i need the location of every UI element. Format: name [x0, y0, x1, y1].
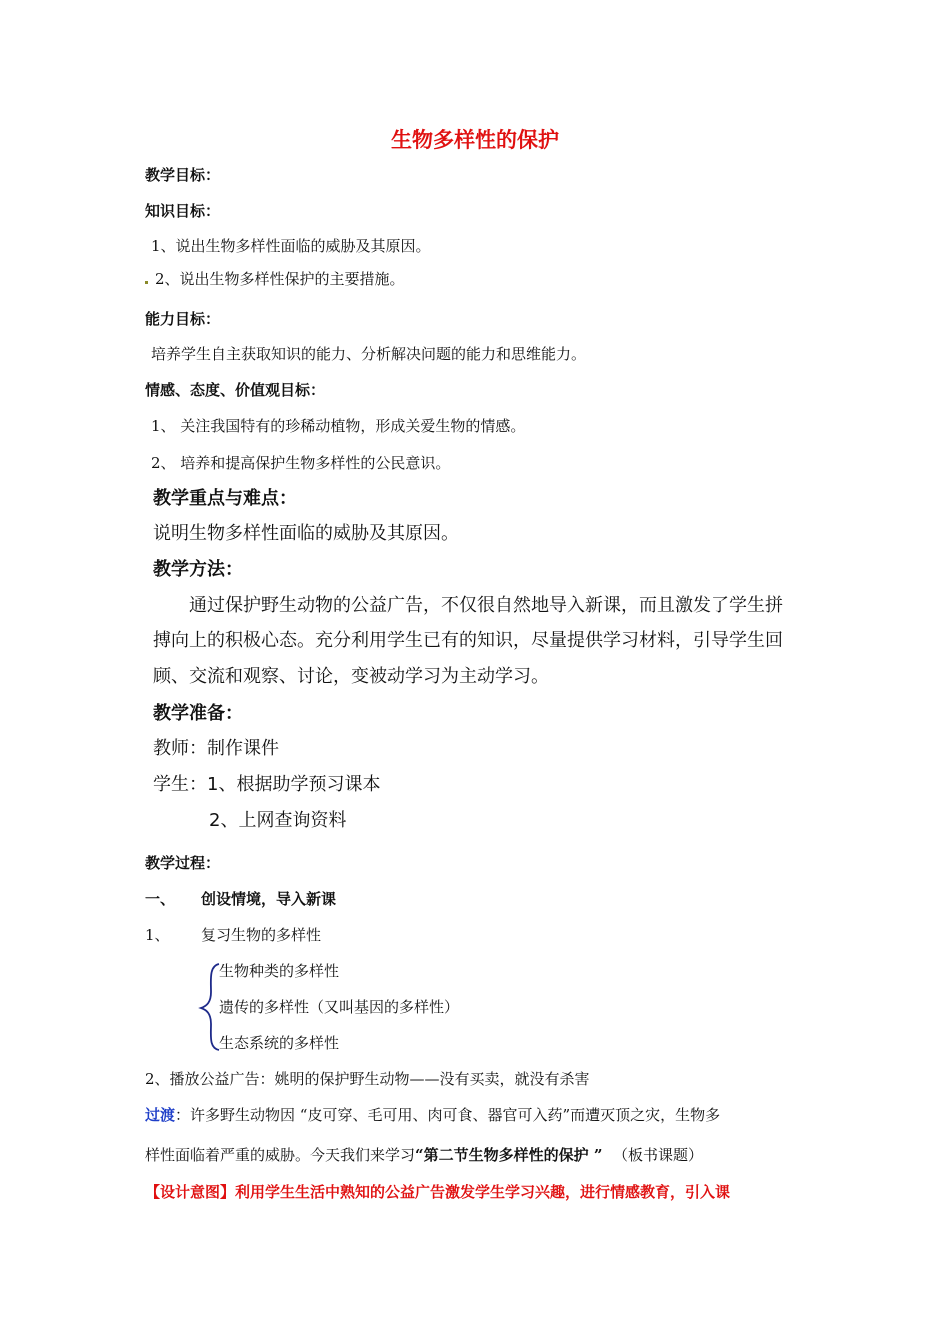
diversity-ecosystem: 生态系统的多样性: [219, 1034, 340, 1052]
item-1-title: 复习生物的多样性: [201, 926, 322, 944]
ability-objective: 培养学生自主获取知识的能力、分析解决问题的能力和思维能力。: [151, 345, 587, 363]
transition-text-1: ：许多野生动物因 “皮可穿、毛可用、肉可食、器官可入药”而遭灭顶之灾，生物多: [175, 1106, 721, 1124]
preparation-student-2: 2、上网查询资料: [209, 810, 347, 831]
key-points-heading: 教学重点与难点：: [153, 488, 297, 509]
method-line-1: 通过保护野生动物的公益广告，不仅很自然地导入新课，而且激发了学生拼: [189, 595, 783, 616]
diversity-genetic: 遗传的多样性（又叫基因的多样性）: [219, 998, 460, 1016]
knowledge-objective-2: 2、说出生物多样性保护的主要措施。: [155, 270, 405, 288]
ability-objectives-heading: 能力目标：: [145, 310, 221, 328]
preparation-heading: 教学准备：: [153, 703, 243, 724]
objectives-heading: 教学目标：: [145, 166, 221, 184]
bullet-dot: [145, 281, 148, 284]
transition-text-2a: 样性面临着严重的威胁。今天我们来学习: [145, 1146, 416, 1164]
transition-label: 过渡: [145, 1106, 176, 1124]
emotion-objective-1: 1、 关注我国特有的珍稀动植物，形成关爱生物的情感。: [151, 417, 526, 435]
lesson-title-reference: “第二节生物多样性的保护 ”: [415, 1146, 603, 1164]
process-heading: 教学过程：: [145, 854, 221, 872]
section-1-number: 一、: [145, 890, 176, 908]
transition-line-1: [145, 1104, 720, 1125]
design-intent: 【设计意图】利用学生生活中熟知的公益广告激发学生学习兴趣，进行情感教育，引入课: [145, 1183, 731, 1201]
transition-text-2c: （板书课题）: [620, 1146, 704, 1164]
section-1-title: 创设情境，导入新课: [201, 890, 337, 908]
item-2: 2、播放公益广告：姚明的保护野生动物——没有买卖，就没有杀害: [145, 1070, 590, 1088]
page-title: 生物多样性的保护: [391, 127, 559, 152]
method-line-2: 搏向上的积极心态。充分利用学生已有的知识，尽量提供学习材料，引导学生回: [153, 630, 783, 651]
preparation-student-1: 学生：1、根据助学预习课本: [153, 774, 381, 795]
emotion-objectives-heading: 情感、态度、价值观目标：: [145, 381, 326, 399]
method-line-3: 顾、交流和观察、讨论，变被动学习为主动学习。: [153, 666, 549, 687]
preparation-teacher: 教师：制作课件: [153, 738, 279, 759]
item-1-number: 1、: [145, 926, 170, 944]
diversity-species: 生物种类的多样性: [219, 962, 340, 980]
knowledge-objective-1: 1、说出生物多样性面临的威胁及其原因。: [151, 237, 431, 255]
transition-line-2: [145, 1144, 703, 1165]
key-points-text: 说明生物多样性面临的威胁及其原因。: [153, 523, 459, 544]
knowledge-objectives-heading: 知识目标：: [145, 202, 221, 220]
method-heading: 教学方法：: [153, 559, 243, 580]
emotion-objective-2: 2、 培养和提高保护生物多样性的公民意识。: [151, 454, 451, 472]
